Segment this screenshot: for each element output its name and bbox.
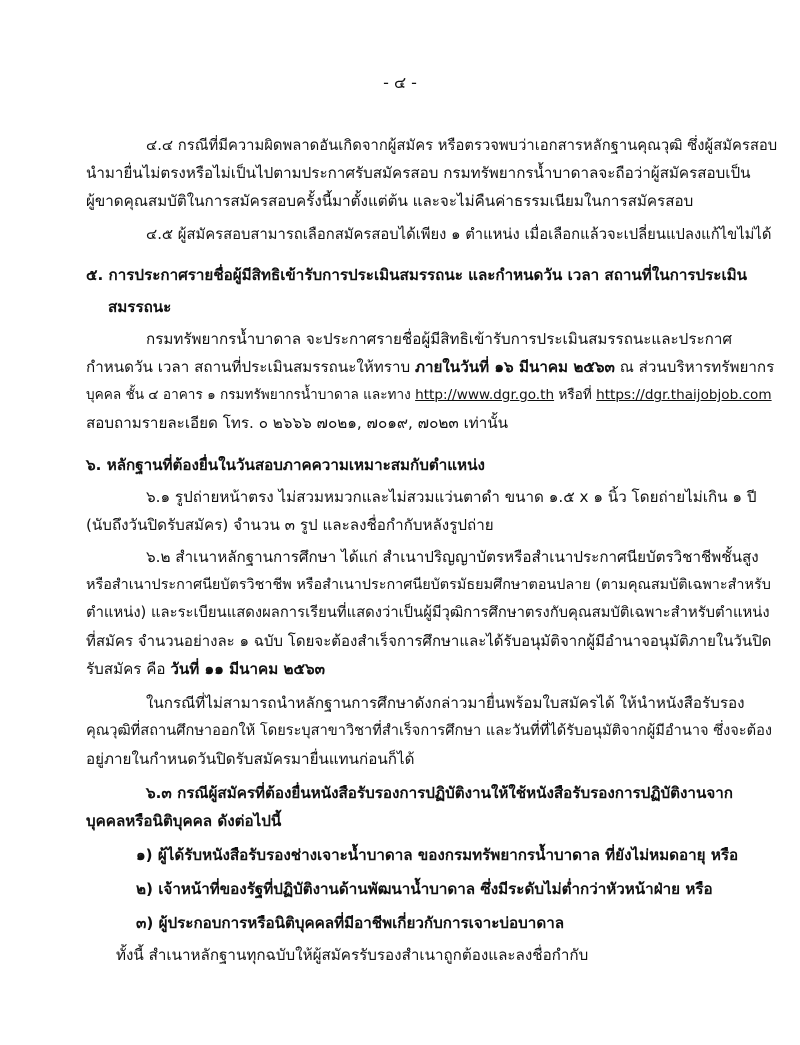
clause-4-4-line-1: ๔.๔ กรณีที่มีความผิดพลาดอันเกิดจากผู้สมัคร หรือตรวจพบว่าเอกสารหลักฐานคุณวุฒิ ซึ่งผู้สมัครสอบ — [146, 137, 778, 154]
clause-6-2-text: รับสมัคร คือ — [86, 660, 171, 678]
clause-6-2-line-2: หรือสำเนาประกาศนียบัตรวิชาชีพ หรือสำเนาประกาศนียบัตรมัธยมศึกษาตอนปลาย (ตามคุณสมบัติเฉพาะสำหรับ — [86, 577, 771, 593]
section-5-para-line-1: กรมทรัพยากรน้ำบาดาล จะประกาศรายชื่อผู้มีสิทธิเข้ารับการประเมินสมรรถนะและประกาศ — [146, 330, 733, 348]
clause-6-2-line-4: ที่สมัคร จำนวนอย่างละ ๑ ฉบับ โดยจะต้องสำเร็จการศึกษาและได้รับอนุมัติจากผู้มีอำนาจอนุมัติภายในวันปิด — [86, 632, 772, 650]
clause-6-2-line-5 — [86, 656, 325, 682]
section-5-para-text: กำหนดวัน เวลา สถานที่ประเมินสมรรถนะให้ทราบ — [86, 358, 415, 376]
case-para-line-3: อยู่ภายในกำหนดวันปิดรับสมัครมายื่นแทนก่อนก็ได้ — [86, 750, 415, 768]
page-number: - ๔ - — [383, 73, 417, 92]
section-6-heading: ๖. หลักฐานที่ต้องยื่นในวันสอบภาคความเหมาะสมกับตำแหน่ง — [86, 456, 485, 474]
clause-6-2-line-3: ตำแหน่ง) และระเบียนแสดงผลการเรียนที่แสดงว่าเป็นผู้มีวุฒิการศึกษาตรงกับคุณสมบัติเฉพาะสำหรับตำแหน่ง — [86, 604, 770, 621]
section-5-heading-line-1: ๕. การประกาศรายชื่อผู้มีสิทธิเข้ารับการประเมินสมรรถนะ และกำหนดวัน เวลา สถานที่ในการประเมิน — [86, 266, 748, 284]
case-para-line-2: คุณวุฒิที่สถานศึกษาออกให้ โดยระบุสาขาวิชาที่สำเร็จการศึกษา และวันที่ที่ได้รับอนุมัติจากผู้มีอำนาจ ซึ่งจะต้อง — [86, 722, 772, 739]
case-para-line-1: ในกรณีที่ไม่สามารถนำหลักฐานการศึกษาดังกล่าวมายื่นพร้อมใบสมัครได้ ให้นำหนังสือรับรอง — [146, 694, 745, 712]
list-item-3: ๓) ผู้ประกอบการหรือนิติบุคคลที่มีอาชีพเกี่ยวกับการเจาะบ่อบาดาล — [136, 914, 565, 932]
list-item-1: ๑) ผู้ได้รับหนังสือรับรองช่างเจาะน้ำบาดาล ของกรมทรัพยากรน้ำบาดาล ที่ยังไม่หมดอายุ หรือ — [136, 846, 739, 864]
clause-4-4-line-3: ผู้ขาดคุณสมบัติในการสมัครสอบครั้งนี้มาตั้งแต่ต้น และจะไม่คืนค่าธรรมเนียมในการสมัครสอบ — [86, 192, 694, 210]
closing-note: ทั้งนี้ สำเนาหลักฐานทุกฉบับให้ผู้สมัครรับรองสำเนาถูกต้องและลงชื่อกำกับ — [116, 946, 589, 964]
section-5-para-text: บุคคล ชั้น ๔ อาคาร ๑ กรมทรัพยากรน้ำบาดาล และทาง — [86, 387, 416, 403]
clause-4-4-line-2: นำมายื่นไม่ตรงหรือไม่เป็นไปตามประกาศรับสมัครสอบ กรมทรัพยากรน้ำบาดาลจะถือว่าผู้สมัครสอบเป็น — [86, 164, 751, 182]
list-item-2: ๒) เจ้าหน้าที่ของรัฐที่ปฏิบัติงานด้านพัฒนาน้ำบาดาล ซึ่งมีระดับไม่ต่ำกว่าหัวหน้าฝ่าย หรือ — [136, 880, 713, 898]
section-5-heading-line-2: สมรรถนะ — [108, 298, 172, 316]
announcement-date: ภายในวันที่ ๑๖ มีนาคม ๒๕๖๓ — [414, 358, 615, 376]
application-close-date: วันที่ ๑๑ มีนาคม ๒๕๖๓ — [170, 660, 326, 678]
section-5-para-text: ณ ส่วนบริหารทรัพยากร — [614, 358, 775, 376]
section-5-para-line-2 — [86, 354, 774, 380]
clause-6-2-line-1: ๖.๒ สำเนาหลักฐานการศึกษา ได้แก่ สำเนาปริญญาบัตรหรือสำเนาประกาศนียบัตรวิชาชีพชั้นสูง — [146, 548, 759, 566]
clause-4-5: ๔.๕ ผู้สมัครสอบสามารถเลือกสมัครสอบได้เพียง ๑ ตำแหน่ง เมื่อเลือกแล้วจะเปลี่ยนแปลงแก้ไขไม่ได้ — [146, 226, 772, 243]
clause-6-3-line-1: ๖.๓ กรณีผู้สมัครที่ต้องยื่นหนังสือรับรองการปฏิบัติงานให้ใช้หนังสือรับรองการปฏิบัติงานจาก — [146, 784, 733, 802]
section-5-para-text: หรือที่ — [554, 387, 597, 403]
thaijobjob-website-link[interactable]: https://dgr.thaijobjob.com — [596, 387, 772, 403]
clause-6-3-line-2: บุคคลหรือนิติบุคคล ดังต่อไปนี้ — [86, 812, 282, 830]
section-5-para-line-4: สอบถามรายละเอียด โทร. ๐ ๒๖๖๖ ๗๐๒๑, ๗๐๑๙, ๗๐๒๓ เท่านั้น — [86, 414, 509, 432]
dgr-website-link[interactable]: http://www.dgr.go.th — [415, 387, 555, 403]
clause-6-1-line-2: (นับถึงวันปิดรับสมัคร) จำนวน ๓ รูป และลงชื่อกำกับหลังรูปถ่าย — [86, 516, 494, 534]
clause-6-1-line-1: ๖.๑ รูปถ่ายหน้าตรง ไม่สวมหมวกและไม่สวมแว่นตาดำ ขนาด ๑.๕ x ๑ นิ้ว โดยถ่ายไม่เกิน ๑ ปี — [146, 488, 757, 506]
section-5-para-line-3 — [86, 382, 772, 408]
